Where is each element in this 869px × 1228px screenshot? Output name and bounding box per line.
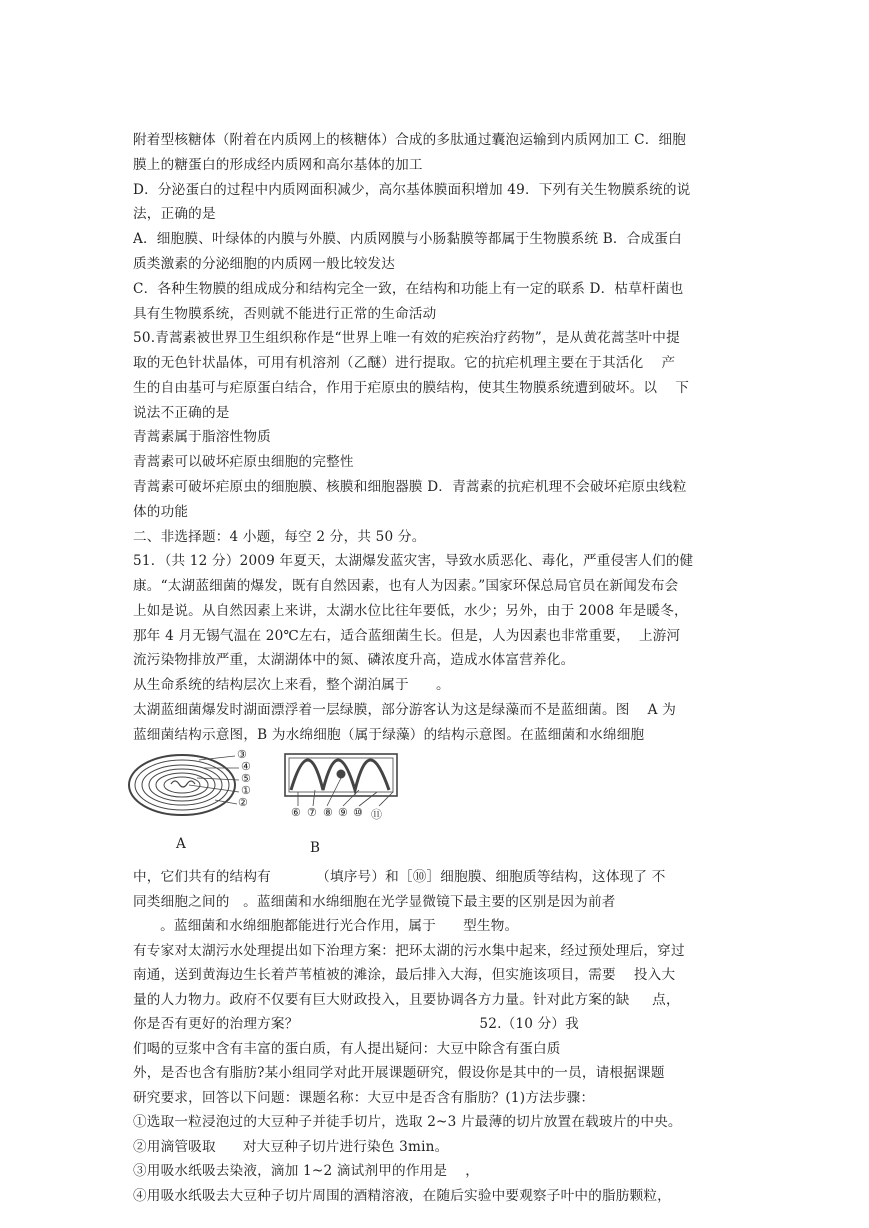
figure-number-11: ⑪: [371, 808, 382, 821]
text-line: ③用吸水纸吸去染液，滴加 1~2 滴试剂甲的作用是 ，: [133, 1163, 480, 1179]
figure-cell-diagrams: [127, 750, 417, 863]
text-line: 从生命系统的结构层次上来看，整个湖泊属于 。: [133, 677, 450, 693]
text-line: 。蓝细菌和水绵细胞都能进行光合作用，属于 型生物。: [133, 918, 519, 934]
cyanobacterium-diagram: [129, 755, 239, 815]
text-line: C．各种生物膜的组成成分和结构完全一致，在结构和功能上有一定的联系 D．枯草杆菌也: [133, 281, 684, 297]
text-line: 二、非选择题：4 小题，每空 2 分，共 50 分。: [133, 529, 426, 545]
text-line: 具有生物膜系统，否则就不能进行正常的生命活动: [133, 306, 437, 322]
text-line: 蓝细菌结构示意图，B 为水绵细胞（属于绿藻）的结构示意图。在蓝细菌和水绵细胞: [133, 727, 645, 743]
text-line: 质类激素的分泌细胞的内质网一般比较发达: [133, 256, 396, 272]
text-line: D．分泌蛋白的过程中内质网面积减少，高尔基体膜面积增加 49．下列有关生物膜系统的说: [133, 182, 691, 198]
text-line: 你是否有更好的治理方案？ 52.（10 分）我: [133, 1016, 579, 1032]
figure-number-3: ③: [237, 748, 247, 761]
figure-number-8: ⑧: [323, 806, 333, 819]
text-line: ④用吸水纸吸去大豆种子切片周围的酒精溶液，在随后实验中要观察子叶中的脂肪颗粒，: [133, 1188, 671, 1204]
figure-number-2: ②: [238, 796, 248, 809]
text-line: 50.青蒿素被世界卫生组织称作是“世界上唯一有效的疟疾治疗药物”，是从黄花蒿茎叶中提: [133, 330, 680, 346]
text-line: A．细胞膜、叶绿体的内膜与外膜、内质网膜与小肠黏膜等都属于生物膜系统 B．合成蛋白: [133, 231, 682, 247]
text-line: 那年 4 月无锡气温在 20℃左右，适合蓝细菌生长。但是，人为因素也非常重要， 上游河: [133, 628, 681, 644]
text-line: 法，正确的是: [133, 206, 216, 222]
text-line: 51．（共 12 分）2009 年夏天，太湖爆发蓝灾害，导致水质恶化、毒化，严重侵害人们的健: [133, 553, 694, 569]
text-line: 青蒿素可破坏疟原虫的细胞膜、核膜和细胞器膜 D．青蒿素的抗疟机理不会破坏疟原虫线粒: [133, 479, 687, 495]
text-line: 生的自由基可与疟原蛋白结合，作用于疟原虫的膜结构，使其生物膜系统遭到破坏。以 下: [133, 380, 690, 396]
figure-number-7: ⑦: [307, 806, 317, 819]
text-line: ①选取一粒浸泡过的大豆种子并徒手切片，选取 2~3 片最薄的切片放置在载玻片的中央。: [133, 1114, 682, 1130]
text-line: 中，它们共有的结构有 （填序号）和［⑩］细胞膜、细胞质等结构，这体现了 不: [133, 869, 666, 885]
text-line: 说法不正确的是: [133, 405, 230, 421]
text-line: 康。“太湖蓝细菌的爆发，既有自然因素，也有人为因素。”国家环保总局官员在新闻发布会: [133, 578, 679, 594]
figure-number-1: ①: [241, 784, 251, 797]
text-line: 取的无色针状晶体，可用有机溶剂（乙醚）进行提取。它的抗疟机理主要在于其活化 产: [133, 355, 676, 371]
spirogyra-diagram: [285, 754, 397, 806]
text-line: 青蒿素可以破坏疟原虫细胞的完整性: [133, 454, 354, 470]
text-line: 外，是否也含有脂肪?某小组同学对此开展课题研究，假设你是其中的一员，请根据课题: [133, 1065, 665, 1081]
figure-label-b: B: [310, 840, 320, 856]
text-line: 同类细胞之间的 。蓝细菌和水绵细胞在光学显微镜下最主要的区别是因为前者: [133, 894, 616, 910]
text-line: 量的人力物力。政府不仅要有巨大财政投入，且要协调各方力量。针对此方案的缺 点，: [133, 992, 680, 1008]
text-line: 太湖蓝细菌爆发时湖面漂浮着一层绿膜，部分游客认为这是绿藻而不是蓝细菌。图 A 为: [133, 702, 676, 718]
figure-number-4: ④: [241, 760, 251, 773]
text-line: 流污染物排放严重，太湖湖体中的氮、磷浓度升高，造成水体富营养化。: [133, 652, 575, 668]
text-line: 南通，送到黄海边生长着芦苇植被的滩涂，最后排入大海，但实施该项目，需要 投入大: [133, 967, 676, 983]
text-line: 膜上的糖蛋白的形成经内质网和高尔基体的加工: [133, 157, 423, 173]
text-line: 上如是说。从自然因素上来讲，太湖水位比往年要低，水少；另外，由于 2008 年是暖冬，: [133, 603, 688, 619]
figure-number-10: ⑩: [353, 806, 363, 819]
text-line: 青蒿素属于脂溶性物质: [133, 429, 271, 445]
text-line: 研究要求，回答以下问题：课题名称：大豆中是否含有脂肪？(1)方法步骤：: [133, 1090, 595, 1106]
figure-number-9: ⑨: [338, 806, 348, 819]
text-line: 有专家对太湖污水处理提出如下治理方案：把环太湖的污水集中起来，经过预处理后，穿过: [133, 943, 685, 959]
text-line: ②用滴管吸取 对大豆种子切片进行染色 3min。: [133, 1139, 449, 1155]
text-line: 体的功能: [133, 504, 189, 520]
figure-number-5: ⑤: [241, 772, 251, 785]
figure-label-a: A: [176, 836, 186, 852]
figure-number-6: ⑥: [291, 806, 301, 819]
text-line: 们喝的豆浆中含有丰富的蛋白质，有人提出疑问：大豆中除含有蛋白质: [133, 1041, 561, 1057]
text-line: 附着型核糖体（附着在内质网上的核糖体）合成的多肽通过囊泡运输到内质网加工 C．细胞: [133, 132, 687, 148]
